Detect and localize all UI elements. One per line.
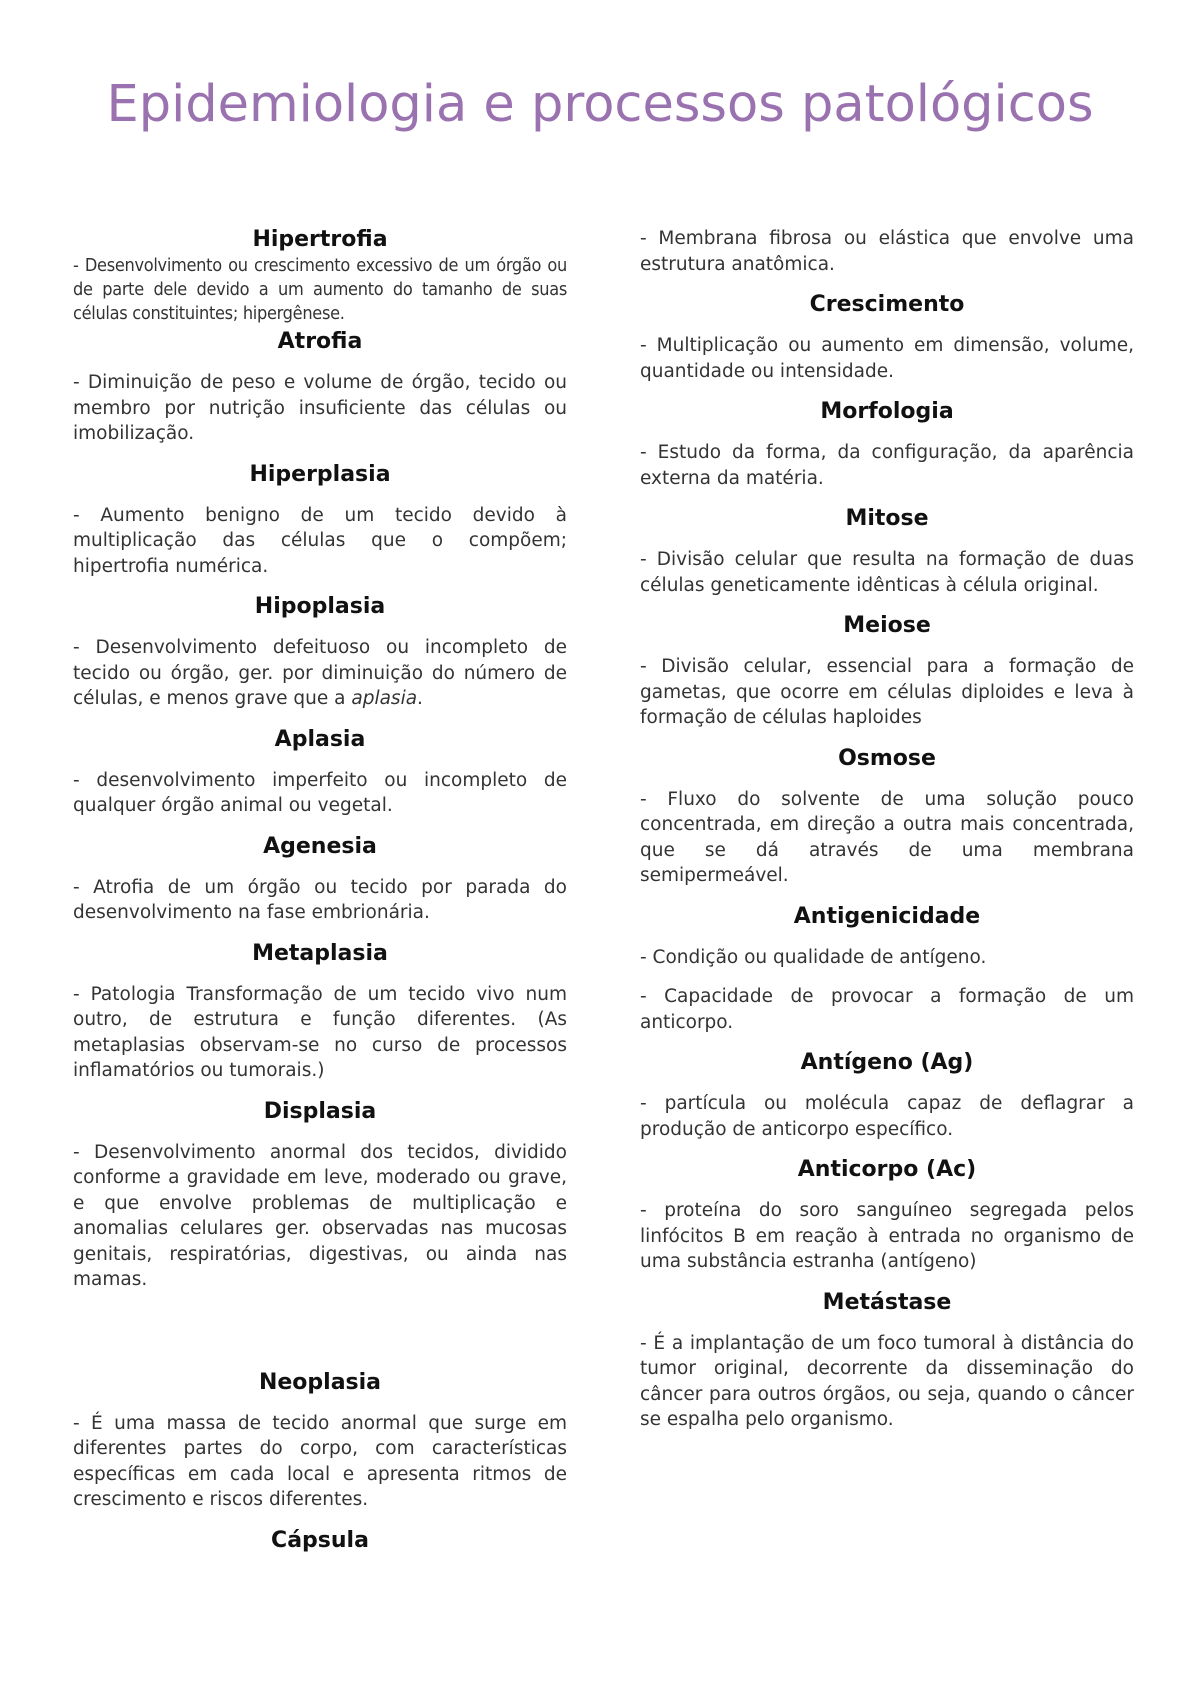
term-meiose: Meiose [843, 613, 931, 638]
definition-hipoplasia-italic: aplasia [351, 688, 418, 709]
term-anticorpo: Anticorpo (Ac) [797, 1157, 977, 1182]
definition-mitose: - Divisão celular que resulta na formação de duas células geneticamente idênticas à célula original. [640, 549, 1134, 596]
term-mitose: Mitose [845, 506, 929, 531]
term-aplasia: Aplasia [274, 726, 366, 752]
term-displasia: Displasia [263, 1098, 377, 1124]
definition-hipertrofia: - Desenvolvimento ou crescimento excessivo de um órgão ou de parte dele devido a um aumento do tamanho de suas células constituintes; hipergênese. [73, 255, 567, 324]
definition-neoplasia: - É uma massa de tecido anormal que surge em diferentes partes do corpo, com características específicas em cada local e apresenta ritmos de crescimento e riscos diferentes. [73, 1412, 567, 1510]
term-antigenicidade: Antigenicidade [793, 903, 981, 929]
term-crescimento: Crescimento [809, 292, 965, 317]
definition-antigenicidade-2: - Capacidade de provocar a formação de um anticorpo. [640, 986, 1134, 1033]
definition-hipoplasia-text: - Desenvolvimento defeituoso ou incompleto de tecido ou órgão, ger. por diminuição do número de células, e menos grave que a [73, 637, 567, 709]
definition-antigeno: - partícula ou molécula capaz de deflagrar a produção de anticorpo específico. [640, 1093, 1134, 1140]
definition-antigenicidade-1: - Condição ou qualidade de antígeno. [640, 946, 987, 968]
definition-hipoplasia-end: . [417, 688, 423, 709]
spacer [73, 1307, 567, 1369]
term-hiperplasia: Hiperplasia [249, 461, 391, 487]
term-metastase: Metástase [822, 1289, 952, 1315]
page-title: Epidemiologia e processos patológicos [106, 75, 1094, 134]
definition-hiperplasia: - Aumento benigno de um tecido devido à multiplicação das células que o compõem; hipertrofia numérica. [73, 504, 567, 577]
definition-metastase: - É a implantação de um foco tumoral à distância do tumor original, decorrente da disseminação do câncer para outros órgãos, ou seja, quando o câncer se espalha pelo organismo. [640, 1332, 1134, 1430]
term-metaplasia: Metaplasia [252, 940, 388, 966]
definition-anticorpo: - proteína do soro sanguíneo segregada pelos linfócitos B em reação à entrada no organismo de uma substância estranha (antígeno) [640, 1200, 1134, 1272]
definition-meiose: - Divisão celular, essencial para a formação de gametas, que ocorre em células diploides e leva à formação de células haploides [640, 656, 1134, 728]
term-morfologia: Morfologia [820, 399, 954, 424]
right-column [640, 226, 1134, 1447]
definition-crescimento: - Multiplicação ou aumento em dimensão, volume, quantidade ou intensidade. [640, 335, 1134, 382]
term-hipoplasia: Hipoplasia [254, 594, 386, 619]
term-neoplasia: Neoplasia [258, 1369, 382, 1395]
term-osmose: Osmose [838, 745, 936, 771]
definition-morfologia: - Estudo da forma, da configuração, da aparência externa da matéria. [640, 442, 1134, 489]
term-capsula: Cápsula [271, 1527, 369, 1553]
definition-capsula: - Membrana fibrosa ou elástica que envolve uma estrutura anatômica. [640, 228, 1134, 275]
term-hipertrofia: Hipertrofia [252, 227, 388, 252]
left-column [73, 226, 567, 1555]
term-antigeno: Antígeno (Ag) [800, 1050, 974, 1075]
definition-agenesia: - Atrofia de um órgão ou tecido por parada do desenvolvimento na fase embrionária. [73, 876, 567, 923]
definition-aplasia: - desenvolvimento imperfeito ou incompleto de qualquer órgão animal ou vegetal. [73, 769, 567, 816]
definition-metaplasia: - Patologia Transformação de um tecido vivo num outro, de estrutura e função diferentes. (As metaplasias observam-se no curso de processos inflamatórios ou tumorais.) [73, 983, 567, 1081]
term-agenesia: Agenesia [263, 833, 377, 859]
definition-atrofia: - Diminuição de peso e volume de órgão, tecido ou membro por nutrição insuficiente das células ou imobilização. [73, 372, 567, 444]
definition-hipoplasia [73, 635, 567, 712]
term-atrofia: Atrofia [277, 329, 363, 354]
definition-displasia: - Desenvolvimento anormal dos tecidos, dividido conforme a gravidade em leve, moderado ou grave, e que envolve problemas de multiplicação e anomalias celulares ger. observadas nas mucosas genitais, respiratórias, digestivas, ou ainda nas mamas. [73, 1141, 567, 1290]
definition-osmose: - Fluxo do solvente de uma solução pouco concentrada, em direção a outra mais concentrada, que se dá através de uma membrana semipermeável. [640, 788, 1134, 886]
